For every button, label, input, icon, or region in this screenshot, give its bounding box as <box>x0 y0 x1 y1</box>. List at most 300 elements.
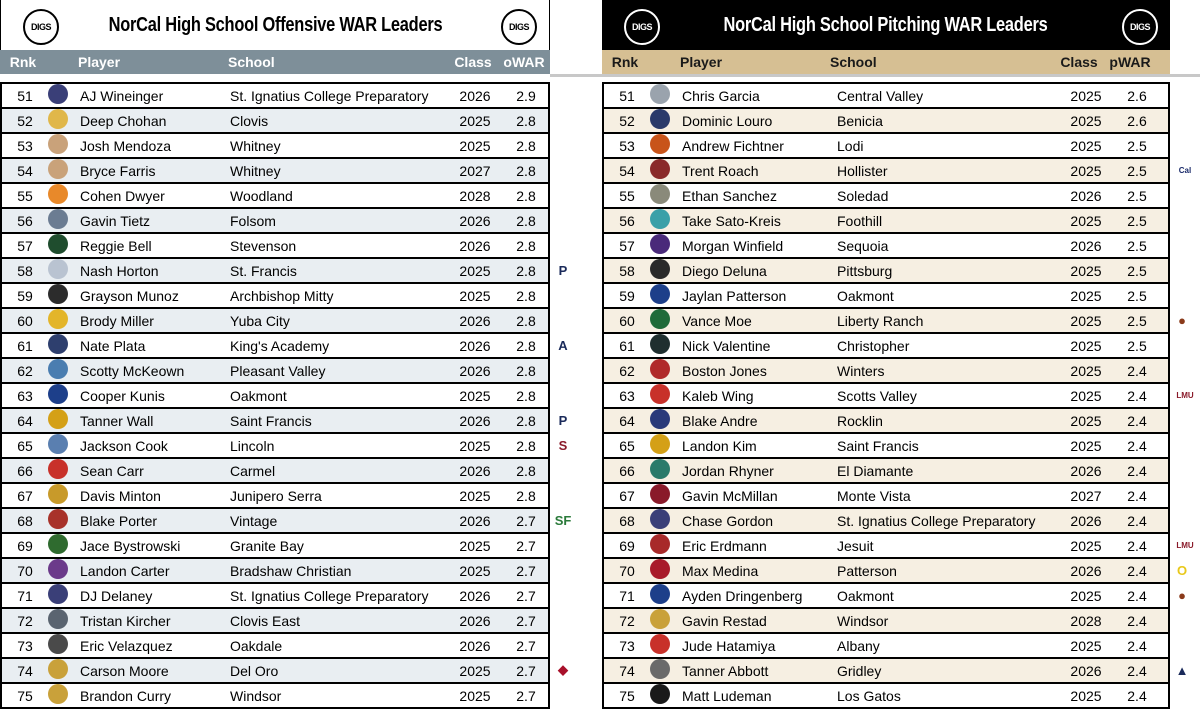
table-row <box>604 609 1168 634</box>
school-logo-icon <box>650 259 670 279</box>
war-value: 2.4 <box>1127 362 1147 379</box>
war-value: 2.7 <box>516 537 536 554</box>
school-logo-icon <box>48 434 68 454</box>
school-name: Pleasant Valley <box>230 362 326 379</box>
table-row <box>2 159 548 184</box>
table-row <box>604 209 1168 234</box>
class-year: 2025 <box>1070 412 1102 429</box>
school-logo-icon <box>650 309 670 329</box>
rank-cell: 62 <box>17 362 33 379</box>
player-name: Andrew Fichtner <box>682 137 784 154</box>
rank-cell: 74 <box>619 662 635 679</box>
school-name: Whitney <box>230 162 281 179</box>
school-name: Whitney <box>230 137 281 154</box>
rank-cell: 71 <box>17 587 33 604</box>
player-name: Jaylan Patterson <box>682 287 787 304</box>
war-value: 2.7 <box>516 587 536 604</box>
table-row <box>604 409 1168 434</box>
school-name: Christopher <box>837 337 910 354</box>
rank-cell: 75 <box>17 687 33 704</box>
player-name: Ethan Sanchez <box>682 187 777 204</box>
school-logo-icon <box>650 559 680 582</box>
school-logo-icon <box>48 634 78 657</box>
school-logo-icon <box>650 309 680 332</box>
player-name: Landon Carter <box>80 562 170 579</box>
header-player: Player <box>78 54 121 70</box>
class-year: 2025 <box>459 662 491 679</box>
class-year: 2025 <box>1070 287 1102 304</box>
school-logo-icon <box>650 584 680 607</box>
class-year: 2028 <box>1070 612 1102 629</box>
school-name: Windsor <box>837 612 889 629</box>
table-row <box>2 134 548 159</box>
table-row <box>2 109 548 134</box>
school-name: Clovis <box>230 112 269 129</box>
school-name: Gridley <box>837 662 882 679</box>
rank-cell: 51 <box>17 87 33 104</box>
class-year: 2025 <box>459 437 491 454</box>
table-row <box>2 309 548 334</box>
class-year: 2025 <box>459 287 491 304</box>
rank-cell: 59 <box>17 287 33 304</box>
school-logo-icon <box>650 84 670 104</box>
rank-cell: 55 <box>17 187 33 204</box>
rank-cell: 73 <box>17 637 33 654</box>
player-name: Gavin Tietz <box>80 212 151 229</box>
offensive-table-body <box>0 82 550 709</box>
player-name: Vance Moe <box>682 312 752 329</box>
header-rank: Rnk <box>611 54 639 70</box>
oregon-logo-icon: O <box>1176 562 1188 578</box>
war-value: 2.4 <box>1127 512 1147 529</box>
school-name: Stevenson <box>230 237 297 254</box>
header-class: Class <box>454 54 492 70</box>
school-logo-icon <box>48 459 68 479</box>
school-logo-icon <box>650 684 670 704</box>
table-row <box>2 184 548 209</box>
school-name: Saint Francis <box>837 437 919 454</box>
rank-cell: 54 <box>619 162 635 179</box>
rank-cell: 52 <box>17 112 33 129</box>
a-logo-icon: A <box>558 337 568 353</box>
offensive-title: NorCal High School Offensive WAR Leaders <box>108 13 442 36</box>
school-name: Jesuit <box>837 537 874 554</box>
school-name: King's Academy <box>230 337 330 354</box>
school-name: St. Ignatius College Preparatory <box>230 87 429 104</box>
player-name: DJ Delaney <box>80 587 153 604</box>
digs-logo-icon: DIGS <box>1122 9 1158 45</box>
class-year: 2026 <box>459 587 491 604</box>
war-value: 2.5 <box>1127 262 1147 279</box>
school-logo-icon <box>48 309 68 329</box>
player-name: Max Medina <box>682 562 759 579</box>
table-row <box>2 359 548 384</box>
school-logo-icon <box>48 159 68 179</box>
school-logo-icon <box>48 359 68 379</box>
school-name: Winters <box>837 362 885 379</box>
school-name: Windsor <box>230 687 282 704</box>
school-name: Benicia <box>837 112 883 129</box>
school-logo-icon <box>650 384 680 407</box>
table-row <box>604 334 1168 359</box>
school-name: Foothill <box>837 212 883 229</box>
table-row <box>604 284 1168 309</box>
table-row <box>604 684 1168 709</box>
war-value: 2.4 <box>1127 412 1147 429</box>
rank-cell: 65 <box>17 437 33 454</box>
rank-cell: 67 <box>619 487 635 504</box>
rank-cell: 63 <box>619 387 635 404</box>
header-school: School <box>830 54 877 70</box>
war-value: 2.7 <box>516 512 536 529</box>
table-row <box>2 259 548 284</box>
school-logo-icon <box>48 584 78 607</box>
school-logo-icon <box>650 584 670 604</box>
war-value: 2.8 <box>516 262 536 279</box>
header-pwar: pWAR <box>1109 54 1151 70</box>
school-logo-icon <box>650 334 680 357</box>
school-logo-icon <box>650 209 680 232</box>
school-name: Lodi <box>837 137 864 154</box>
bear-logo-2-icon: ● <box>1178 587 1186 603</box>
rank-cell: 56 <box>17 212 33 229</box>
rank-cell: 61 <box>619 337 635 354</box>
school-logo-icon <box>48 209 78 232</box>
school-name: Folsom <box>230 212 276 229</box>
table-row <box>2 409 548 434</box>
school-logo-icon <box>650 634 680 657</box>
school-logo-icon <box>650 434 680 457</box>
bear-logo-1-icon: ● <box>1178 312 1186 328</box>
table-row <box>604 109 1168 134</box>
school-name: Saint Francis <box>230 412 312 429</box>
rank-cell: 61 <box>17 337 33 354</box>
player-name: Grayson Munoz <box>80 287 179 304</box>
war-value: 2.5 <box>1127 337 1147 354</box>
class-year: 2026 <box>459 312 491 329</box>
school-logo-icon <box>48 84 68 104</box>
rank-cell: 55 <box>619 187 635 204</box>
war-value: 2.4 <box>1127 487 1147 504</box>
player-name: Blake Andre <box>682 412 758 429</box>
school-name: Clovis East <box>230 612 301 629</box>
class-year: 2026 <box>459 87 491 104</box>
war-value: 2.5 <box>1127 312 1147 329</box>
class-year: 2026 <box>459 212 491 229</box>
school-logo-icon <box>650 284 670 304</box>
table-row <box>2 509 548 534</box>
rank-cell: 53 <box>17 137 33 154</box>
war-value: 2.6 <box>1127 87 1147 104</box>
war-value: 2.8 <box>516 162 536 179</box>
school-logo-icon <box>48 509 78 532</box>
rank-cell: 58 <box>619 262 635 279</box>
p-logo-1-icon: P <box>558 262 568 278</box>
table-row <box>604 559 1168 584</box>
player-name: Dominic Louro <box>682 112 773 129</box>
table-row <box>2 459 548 484</box>
school-logo-icon <box>650 184 670 204</box>
school-logo-icon <box>650 359 670 379</box>
lmu-logo-1-icon: LMU <box>1176 390 1194 400</box>
header-school: School <box>228 54 275 70</box>
rank-cell: 68 <box>619 512 635 529</box>
player-name: Gavin McMillan <box>682 487 778 504</box>
rank-cell: 69 <box>17 537 33 554</box>
offensive-header-row <box>0 50 550 74</box>
player-name: Eric Velazquez <box>80 637 173 654</box>
school-name: Scotts Valley <box>837 387 917 404</box>
war-value: 2.5 <box>1127 212 1147 229</box>
rank-cell: 65 <box>619 437 635 454</box>
school-logo-icon <box>48 359 78 382</box>
school-name: Oakmont <box>837 587 894 604</box>
school-logo-icon <box>650 384 670 404</box>
sdsu-logo-icon: ◆ <box>558 662 568 677</box>
school-name: St. Francis <box>230 262 297 279</box>
class-year: 2026 <box>459 512 491 529</box>
school-logo-icon <box>650 334 670 354</box>
player-name: Cohen Dwyer <box>80 187 165 204</box>
rank-cell: 66 <box>619 462 635 479</box>
school-logo-icon <box>650 234 670 254</box>
war-value: 2.9 <box>516 87 536 104</box>
class-year: 2026 <box>459 612 491 629</box>
lmu-logo-2-icon: LMU <box>1176 540 1194 550</box>
table-row <box>604 534 1168 559</box>
war-value: 2.8 <box>516 437 536 454</box>
school-name: Oakmont <box>837 287 894 304</box>
war-value: 2.4 <box>1127 462 1147 479</box>
school-name: Granite Bay <box>230 537 304 554</box>
school-logo-icon <box>650 109 670 129</box>
class-year: 2025 <box>1070 587 1102 604</box>
school-logo-icon <box>650 459 670 479</box>
class-year: 2026 <box>1070 562 1102 579</box>
player-name: Reggie Bell <box>80 237 152 254</box>
table-row <box>604 84 1168 109</box>
war-value: 2.5 <box>1127 162 1147 179</box>
war-value: 2.8 <box>516 312 536 329</box>
war-value: 2.7 <box>516 637 536 654</box>
school-logo-icon <box>48 284 68 304</box>
rank-cell: 68 <box>17 512 33 529</box>
class-year: 2025 <box>1070 137 1102 154</box>
table-row <box>604 484 1168 509</box>
war-value: 2.4 <box>1127 537 1147 554</box>
header-gap <box>0 74 550 82</box>
school-logo-icon <box>650 359 680 382</box>
school-logo-icon <box>48 559 68 579</box>
cal-logo-icon: Cal <box>1178 165 1192 175</box>
rank-cell: 69 <box>619 537 635 554</box>
table-row <box>2 209 548 234</box>
school-logo-icon <box>650 509 670 529</box>
class-year: 2026 <box>459 462 491 479</box>
school-logo-icon <box>650 509 680 532</box>
table-row <box>604 509 1168 534</box>
player-name: Nash Horton <box>80 262 159 279</box>
class-year: 2025 <box>1070 212 1102 229</box>
player-name: Brody Miller <box>80 312 154 329</box>
class-year: 2026 <box>1070 237 1102 254</box>
school-logo-icon <box>650 609 680 632</box>
war-value: 2.4 <box>1127 687 1147 704</box>
school-logo-icon <box>650 84 680 107</box>
school-logo-icon <box>48 484 68 504</box>
table-row <box>604 159 1168 184</box>
header-class: Class <box>1060 54 1098 70</box>
table-row <box>2 609 548 634</box>
school-logo-icon <box>650 409 680 432</box>
class-year: 2026 <box>459 237 491 254</box>
table-row <box>604 584 1168 609</box>
school-logo-icon <box>48 284 78 307</box>
school-logo-icon <box>650 659 670 679</box>
offensive-war-panel <box>0 0 550 709</box>
school-logo-icon <box>48 234 68 254</box>
player-name: Ayden Dringenberg <box>682 587 803 604</box>
school-name: Junipero Serra <box>230 487 322 504</box>
player-name: Scotty McKeown <box>80 362 185 379</box>
table-row <box>2 234 548 259</box>
war-value: 2.4 <box>1127 437 1147 454</box>
class-year: 2025 <box>1070 87 1102 104</box>
school-logo-icon <box>650 684 680 707</box>
offensive-title-bar <box>0 0 550 50</box>
war-value: 2.7 <box>516 687 536 704</box>
school-name: Oakdale <box>230 637 283 654</box>
player-name: Tanner Abbott <box>682 662 769 679</box>
class-year: 2025 <box>1070 437 1102 454</box>
rank-cell: 74 <box>17 662 33 679</box>
war-value: 2.4 <box>1127 387 1147 404</box>
school-name: Patterson <box>837 562 897 579</box>
school-logo-icon <box>48 384 68 404</box>
digs-logo-icon: DIGS <box>23 9 59 45</box>
table-row <box>604 184 1168 209</box>
pitching-title-bar <box>602 0 1170 50</box>
school-logo-icon <box>48 609 68 629</box>
war-value: 2.4 <box>1127 612 1147 629</box>
rank-cell: 75 <box>619 687 635 704</box>
war-value: 2.7 <box>516 612 536 629</box>
school-logo-icon <box>650 409 670 429</box>
table-row <box>604 659 1168 684</box>
rank-cell: 63 <box>17 387 33 404</box>
rank-cell: 62 <box>619 362 635 379</box>
table-row <box>604 459 1168 484</box>
school-logo-icon <box>650 259 680 282</box>
school-logo-icon <box>48 334 68 354</box>
player-name: Landon Kim <box>682 437 757 454</box>
war-value: 2.8 <box>516 112 536 129</box>
school-logo-icon <box>650 534 680 557</box>
class-year: 2025 <box>1070 312 1102 329</box>
school-logo-icon <box>48 309 78 332</box>
school-logo-icon <box>48 559 78 582</box>
class-year: 2025 <box>1070 537 1102 554</box>
war-value: 2.4 <box>1127 587 1147 604</box>
rank-cell: 72 <box>619 612 635 629</box>
table-row <box>604 134 1168 159</box>
table-row <box>2 559 548 584</box>
school-logo-icon <box>650 159 680 182</box>
class-year: 2025 <box>459 487 491 504</box>
player-name: Chase Gordon <box>682 512 774 529</box>
class-year: 2025 <box>459 562 491 579</box>
school-logo-icon <box>650 134 680 157</box>
player-name: Jackson Cook <box>80 437 168 454</box>
school-logo-icon <box>48 134 68 154</box>
player-name: Bryce Farris <box>80 162 156 179</box>
class-year: 2025 <box>1070 262 1102 279</box>
school-name: Los Gatos <box>837 687 901 704</box>
table-row <box>2 684 548 709</box>
table-row <box>604 234 1168 259</box>
rank-cell: 57 <box>619 237 635 254</box>
school-logo-icon <box>48 259 68 279</box>
rank-cell: 64 <box>17 412 33 429</box>
school-logo-icon <box>48 684 68 704</box>
class-year: 2025 <box>459 262 491 279</box>
rank-cell: 67 <box>17 487 33 504</box>
school-name: Hollister <box>837 162 888 179</box>
player-name: Blake Porter <box>80 512 158 529</box>
table-row <box>604 434 1168 459</box>
pitching-title: NorCal High School Pitching WAR Leaders <box>724 13 1048 36</box>
school-logo-icon <box>650 534 670 554</box>
rank-cell: 73 <box>619 637 635 654</box>
school-logo-icon <box>48 209 68 229</box>
school-logo-icon <box>48 109 78 132</box>
war-value: 2.8 <box>516 362 536 379</box>
school-name: Central Valley <box>837 87 924 104</box>
school-name: Albany <box>837 637 880 654</box>
class-year: 2025 <box>459 387 491 404</box>
war-value: 2.8 <box>516 137 536 154</box>
player-name: Josh Mendoza <box>80 137 172 154</box>
class-year: 2025 <box>459 537 491 554</box>
player-name: Brandon Curry <box>80 687 172 704</box>
school-logo-icon <box>650 209 670 229</box>
digs-logo-icon: DIGS <box>624 9 660 45</box>
school-logo-icon <box>650 159 670 179</box>
player-name: AJ Wineinger <box>80 87 164 104</box>
class-year: 2025 <box>1070 687 1102 704</box>
school-name: Yuba City <box>230 312 290 329</box>
player-name: Kaleb Wing <box>682 387 754 404</box>
header-player: Player <box>680 54 723 70</box>
player-name: Cooper Kunis <box>80 387 165 404</box>
school-name: Monte Vista <box>837 487 911 504</box>
school-logo-icon <box>650 559 670 579</box>
table-row <box>2 534 548 559</box>
class-year: 2025 <box>459 112 491 129</box>
rank-cell: 51 <box>619 87 635 104</box>
table-row <box>2 334 548 359</box>
war-value: 2.5 <box>1127 137 1147 154</box>
class-year: 2027 <box>459 162 491 179</box>
table-row <box>604 359 1168 384</box>
pitching-war-panel <box>602 0 1170 709</box>
school-logo-icon <box>48 609 78 632</box>
school-logo-icon <box>48 459 78 482</box>
player-name: Tristan Kircher <box>80 612 171 629</box>
school-logo-icon <box>650 234 680 257</box>
school-logo-icon <box>48 259 78 282</box>
war-value: 2.8 <box>516 412 536 429</box>
